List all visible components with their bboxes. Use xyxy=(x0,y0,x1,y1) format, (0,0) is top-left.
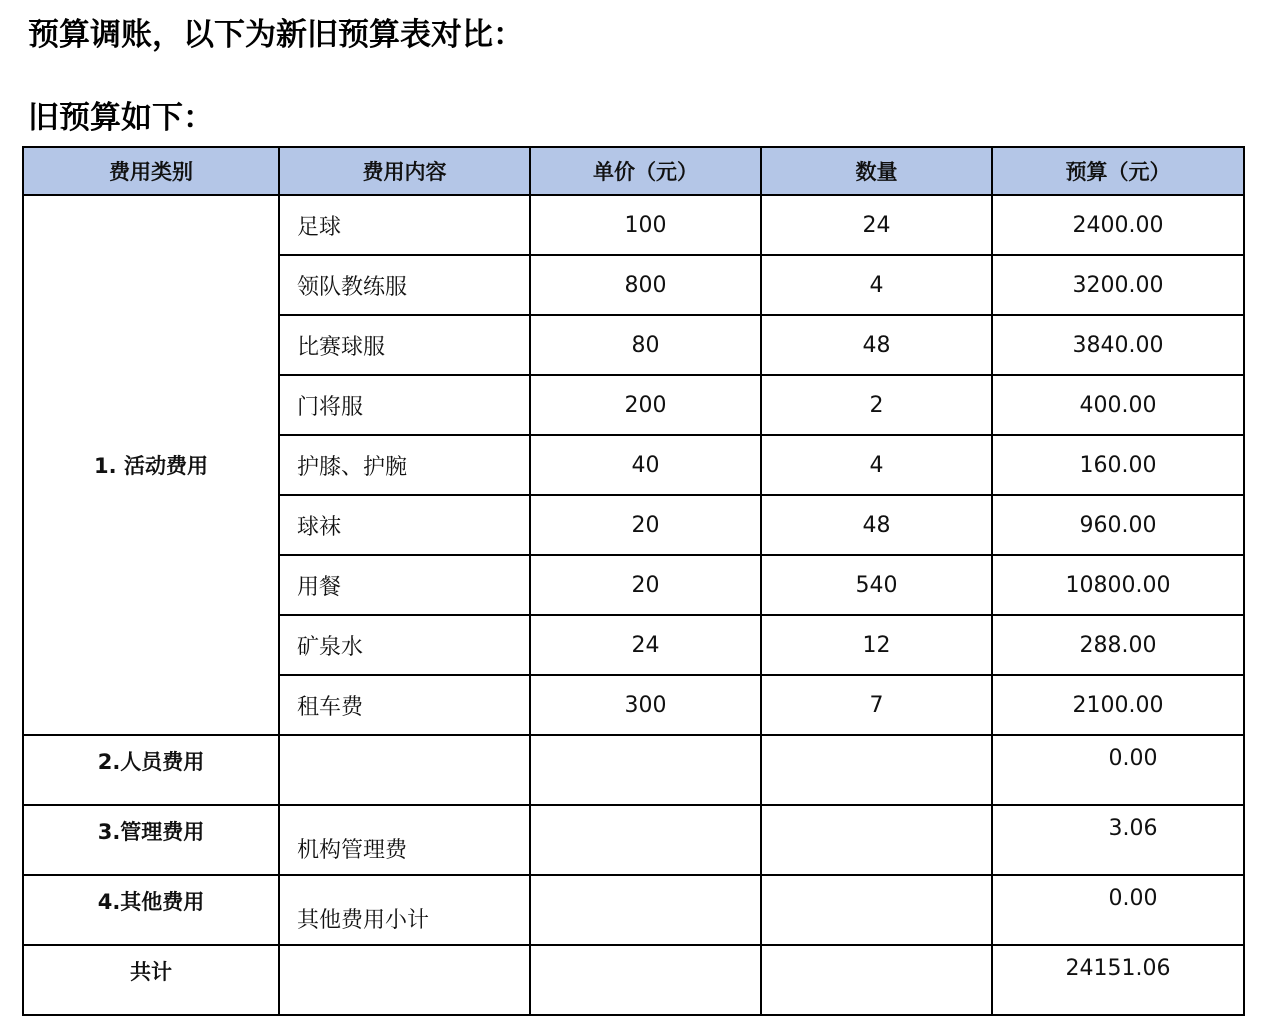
unit-price: 80 xyxy=(530,315,761,375)
category-personnel: 2.人员费用 xyxy=(23,735,279,805)
header-unit-price: 单价（元） xyxy=(530,147,761,195)
table-row xyxy=(23,195,1244,255)
budget-amount: 400.00 xyxy=(992,375,1244,435)
unit-price: 300 xyxy=(530,675,761,735)
budget-table xyxy=(22,146,1245,1016)
budget-amount: 2100.00 xyxy=(992,675,1244,735)
item-name: 比赛球服 xyxy=(279,315,530,375)
item-name: 护膝、护腕 xyxy=(279,435,530,495)
item-name: 租车费 xyxy=(279,675,530,735)
unit-price xyxy=(530,735,761,805)
unit-price: 20 xyxy=(530,555,761,615)
item-name: 门将服 xyxy=(279,375,530,435)
old-budget-heading: 旧预算如下： xyxy=(28,100,214,136)
unit-price: 24 xyxy=(530,615,761,675)
item-name: 领队教练服 xyxy=(279,255,530,315)
header-item: 费用内容 xyxy=(279,147,530,195)
total-budget: 24151.06 xyxy=(992,945,1244,1015)
item-name: 足球 xyxy=(279,195,530,255)
item-name: 球袜 xyxy=(279,495,530,555)
category-other: 4.其他费用 xyxy=(23,875,279,945)
budget-amount: 0.00 xyxy=(992,875,1244,945)
quantity: 2 xyxy=(761,375,992,435)
budget-amount: 3.06 xyxy=(992,805,1244,875)
item-name: 用餐 xyxy=(279,555,530,615)
item-name: 矿泉水 xyxy=(279,615,530,675)
total-label: 共计 xyxy=(23,945,279,1015)
item-name: 机构管理费 xyxy=(279,805,530,875)
budget-amount: 2400.00 xyxy=(992,195,1244,255)
unit-price: 200 xyxy=(530,375,761,435)
quantity xyxy=(761,805,992,875)
category-management: 3.管理费用 xyxy=(23,805,279,875)
unit-price xyxy=(530,945,761,1015)
quantity: 4 xyxy=(761,435,992,495)
quantity: 4 xyxy=(761,255,992,315)
unit-price: 20 xyxy=(530,495,761,555)
budget-amount: 3200.00 xyxy=(992,255,1244,315)
quantity: 7 xyxy=(761,675,992,735)
intro-heading: 预算调账，以下为新旧预算表对比： xyxy=(28,17,524,53)
quantity xyxy=(761,735,992,805)
table-row xyxy=(23,875,1244,945)
quantity xyxy=(761,945,992,1015)
header-category: 费用类别 xyxy=(23,147,279,195)
quantity: 24 xyxy=(761,195,992,255)
header-quantity: 数量 xyxy=(761,147,992,195)
budget-amount: 288.00 xyxy=(992,615,1244,675)
budget-amount: 160.00 xyxy=(992,435,1244,495)
table-row xyxy=(23,735,1244,805)
item-name: 其他费用小计 xyxy=(279,875,530,945)
quantity: 48 xyxy=(761,495,992,555)
item-name xyxy=(279,945,530,1015)
table-header-row xyxy=(23,147,1244,195)
unit-price: 100 xyxy=(530,195,761,255)
quantity: 12 xyxy=(761,615,992,675)
quantity: 540 xyxy=(761,555,992,615)
table-row-total xyxy=(23,945,1244,1015)
quantity: 48 xyxy=(761,315,992,375)
category-activity: 1. 活动费用 xyxy=(23,195,279,735)
item-name xyxy=(279,735,530,805)
budget-amount: 10800.00 xyxy=(992,555,1244,615)
unit-price: 800 xyxy=(530,255,761,315)
header-budget: 预算（元） xyxy=(992,147,1244,195)
budget-amount: 960.00 xyxy=(992,495,1244,555)
budget-amount: 0.00 xyxy=(992,735,1244,805)
unit-price xyxy=(530,875,761,945)
budget-amount: 3840.00 xyxy=(992,315,1244,375)
unit-price xyxy=(530,805,761,875)
unit-price: 40 xyxy=(530,435,761,495)
quantity xyxy=(761,875,992,945)
table-row xyxy=(23,805,1244,875)
